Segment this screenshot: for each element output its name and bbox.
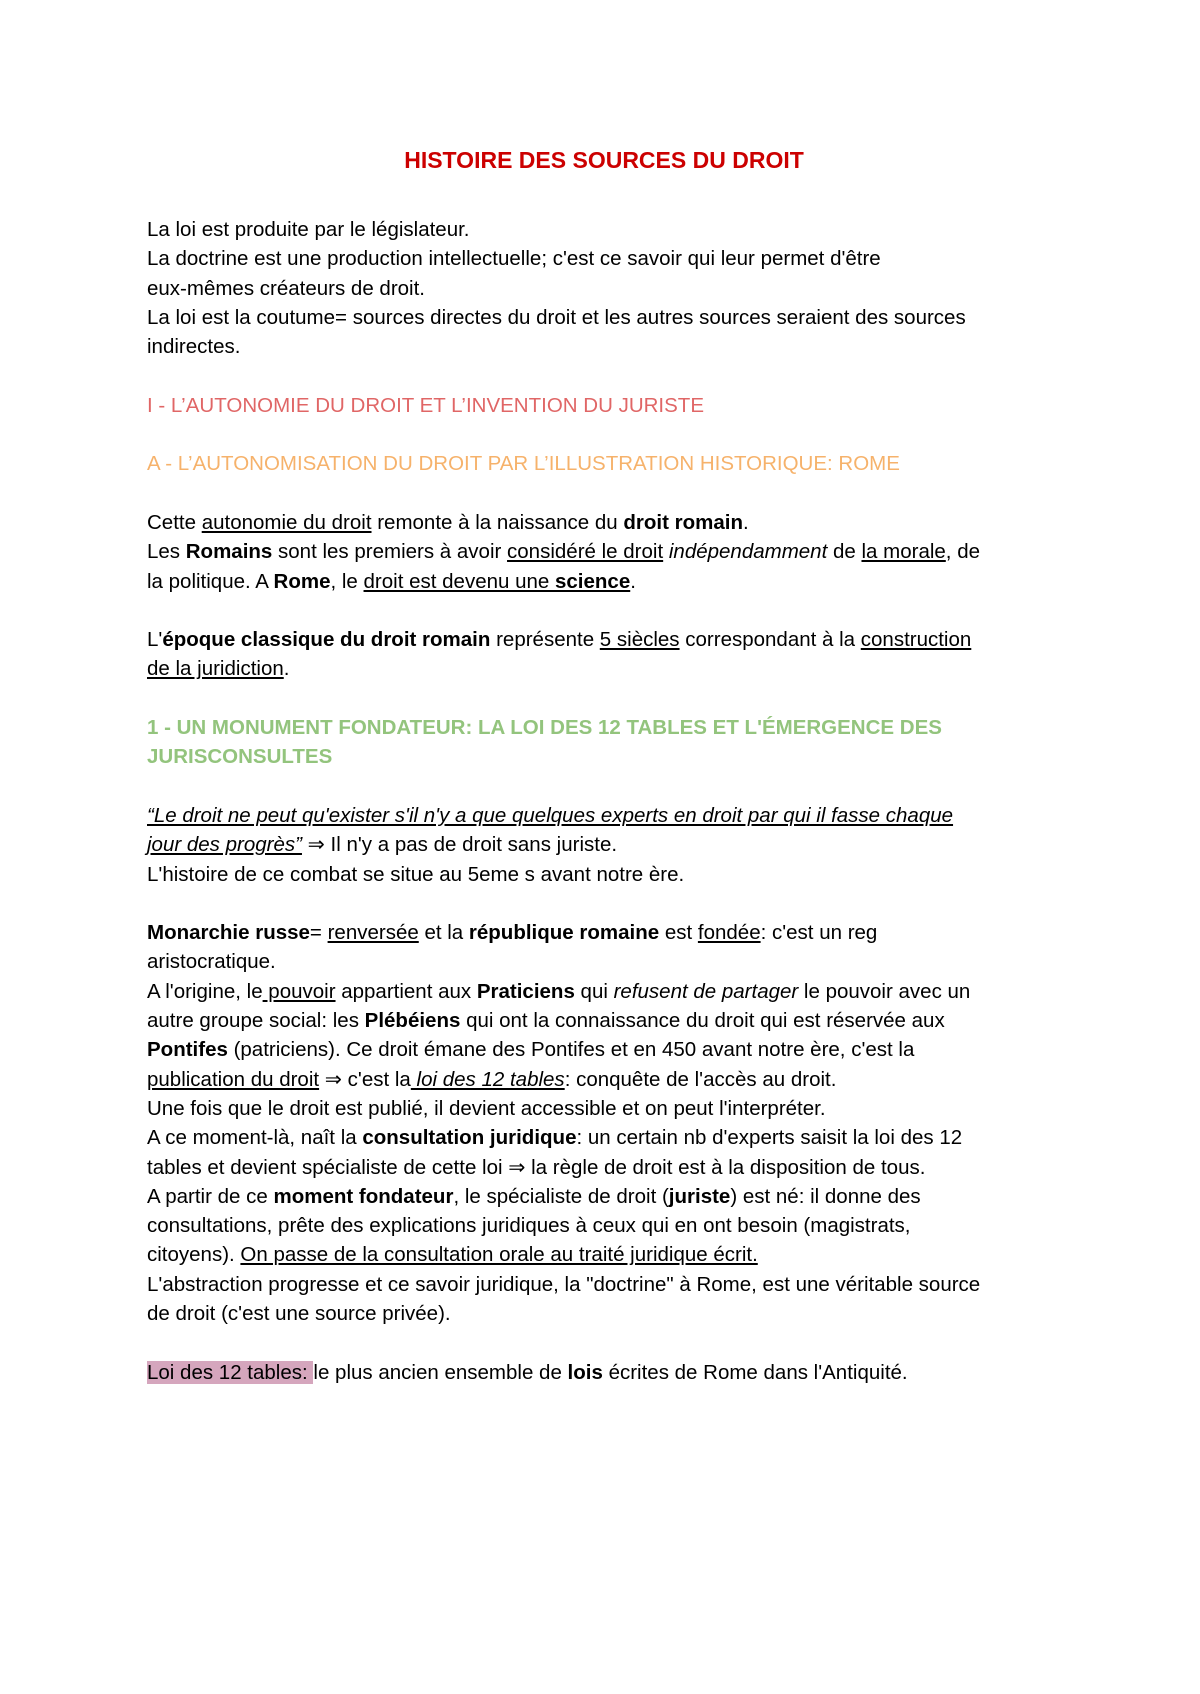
quote-line: “Le droit ne peut qu'exister s'il n'y a que quelques experts en droit par qui il fasse chaque [147,803,954,827]
paragraph-line: Monarchie russe= renversée et la république romaine est fondée: c'est un reg [147,921,878,945]
paragraph-line: Pontifes (patriciens). Ce droit émane des Pontifes et en 450 avant notre ère, c'est la [147,1038,915,1062]
section-heading-a: A - L’AUTONOMISATION DU DROIT PAR L’ILLUSTRATION HISTORIQUE: ROME [147,452,900,476]
paragraph-autonomie: Cette autonomie du droit remonte à la naissance du droit romain. [147,510,749,534]
paragraph-line: de droit (c'est une source privée). [147,1301,451,1325]
section-heading-1-1: 1 - UN MONUMENT FONDATEUR: LA LOI DES 12 TABLES ET L'ÉMERGENCE DES [147,716,942,740]
paragraph-epoque-classique-cont: de la juridiction. [147,657,290,681]
intro-line: eux-mêmes créateurs de droit. [147,276,426,300]
paragraph-line: L'abstraction progresse et ce savoir juridique, la "doctrine" à Rome, est une véritable source [147,1272,981,1296]
paragraph-line: publication du droit ⇒ c'est la loi des 12 tables: conquête de l'accès au droit. [147,1067,837,1091]
paragraph-line: A partir de ce moment fondateur, le spécialiste de droit (juriste) est né: il donne des [147,1184,921,1208]
paragraph-epoque-classique: L'époque classique du droit romain représente 5 siècles correspondant à la construction [147,628,972,652]
paragraph-loi-12-tables: Loi des 12 tables: le plus ancien ensemble de lois écrites de Rome dans l'Antiquité. [147,1360,908,1384]
intro-line: La loi est la coutume= sources directes du droit et les autres sources seraient des sources [147,305,966,329]
intro-line: indirectes. [147,335,241,359]
paragraph-line: Une fois que le droit est publié, il devient accessible et on peut l'interpréter. [147,1096,826,1120]
quote-line: jour des progrès” ⇒ Il n'y a pas de droit sans juriste. [147,833,618,857]
paragraph-romains-cont: la politique. A Rome, le droit est devenu une science. [147,569,636,593]
paragraph-line: autre groupe social: les Plébéiens qui ont la connaissance du droit qui est réservée aux [147,1009,945,1033]
paragraph-line: A ce moment-là, naît la consultation juridique: un certain nb d'experts saisit la loi des 12 [147,1126,963,1150]
section-heading-1-1-cont: JURISCONSULTES [147,745,333,769]
paragraph-line: tables et devient spécialiste de cette loi ⇒ la règle de droit est à la disposition de tous. [147,1155,926,1179]
intro-line: La doctrine est une production intellectuelle; c'est ce savoir qui leur permet d'être [147,247,881,271]
paragraph-line: citoyens). On passe de la consultation orale au traité juridique écrit. [147,1243,758,1267]
section-heading-1: I - L’AUTONOMIE DU DROIT ET L’INVENTION DU JURISTE [147,393,704,417]
paragraph-romains: Les Romains sont les premiers à avoir considéré le droit indépendamment de la morale, de [147,540,980,564]
intro-line: La loi est produite par le législateur. [147,218,470,241]
document-body [147,215,1077,1387]
paragraph-line: aristocratique. [147,950,276,974]
paragraph-line: consultations, prête des explications juridiques à ceux qui en ont besoin (magistrats, [147,1214,911,1238]
paragraph-line: L'histoire de ce combat se situe au 5eme s avant notre ère. [147,862,685,886]
paragraph-line: A l'origine, le pouvoir appartient aux Praticiens qui refusent de partager le pouvoir avec un [147,979,971,1003]
highlighted-term: Loi des 12 tables: [147,1360,314,1384]
document-title: HISTOIRE DES SOURCES DU DROIT [404,147,804,173]
